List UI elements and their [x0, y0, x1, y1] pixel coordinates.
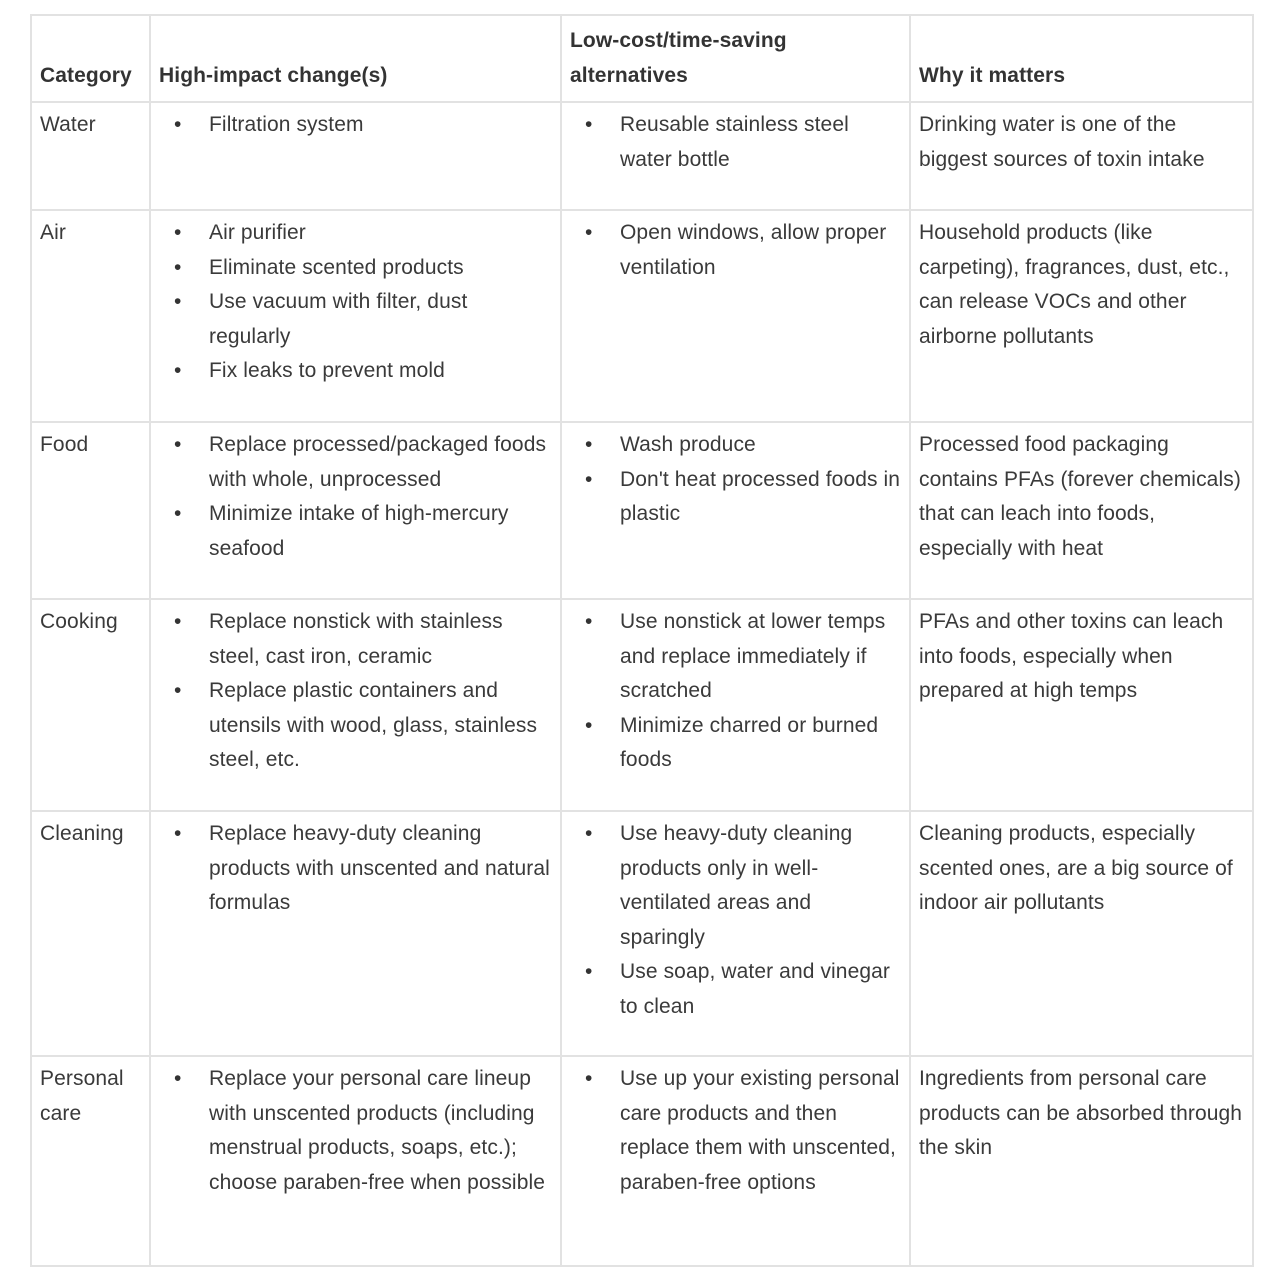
table-row: [31, 210, 1253, 422]
toxin-reduction-table: [30, 14, 1254, 1267]
list-item: • Replace nonstick with stainless steel, cast iron, ceramic: [209, 605, 552, 674]
list-item: • Replace plastic containers and utensils with wood, glass, stainless steel, etc.: [209, 674, 552, 778]
why-cell: Household products (like carpeting), fragrances, dust, etc., can release VOCs and other airborne pollutants: [910, 210, 1253, 422]
header-row: [31, 15, 1253, 102]
list-item: • Fix leaks to prevent mold: [209, 354, 552, 389]
category-cell: Water: [31, 102, 150, 210]
why-cell: Processed food packaging contains PFAs (forever chemicals) that can leach into foods, especially with heat: [910, 422, 1253, 599]
why-cell: Cleaning products, especially scented ones, are a big source of indoor air pollutants: [910, 811, 1253, 1056]
category-cell: Personal care: [31, 1056, 150, 1266]
header-category: Category: [31, 15, 150, 102]
low-cost-cell: [561, 210, 910, 422]
list-item: • Replace processed/packaged foods with whole, unprocessed: [209, 428, 552, 497]
list-item: • Use soap, water and vinegar to clean: [620, 955, 901, 1024]
why-cell: PFAs and other toxins can leach into foods, especially when prepared at high temps: [910, 599, 1253, 811]
low-cost-cell: [561, 422, 910, 599]
why-cell: Ingredients from personal care products can be absorbed through the skin: [910, 1056, 1253, 1266]
low-cost-cell: [561, 1056, 910, 1266]
list-item: • Air purifier: [209, 216, 552, 251]
list-item: • Don't heat processed foods in plastic: [620, 463, 901, 532]
table-row: [31, 599, 1253, 811]
list-item: • Wash produce: [620, 428, 901, 463]
list-item: • Reusable stainless steel water bottle: [620, 108, 901, 177]
high-impact-cell: [150, 102, 561, 210]
list-item: • Filtration system: [209, 108, 552, 143]
table-row: [31, 1056, 1253, 1266]
list-item: • Minimize charred or burned foods: [620, 709, 901, 778]
list-item: • Replace heavy-duty cleaning products with unscented and natural formulas: [209, 817, 552, 921]
why-cell: Drinking water is one of the biggest sources of toxin intake: [910, 102, 1253, 210]
list-item: • Replace your personal care lineup with unscented products (including menstrual products, soaps, etc.); choose paraben-free when possible: [209, 1062, 552, 1200]
low-cost-cell: [561, 599, 910, 811]
high-impact-cell: [150, 422, 561, 599]
header-high-impact: High-impact change(s): [150, 15, 561, 102]
list-item: • Minimize intake of high-mercury seafood: [209, 497, 552, 566]
table-row: [31, 811, 1253, 1056]
list-item: • Use heavy-duty cleaning products only in well-ventilated areas and sparingly: [620, 817, 901, 955]
list-item: • Use up your existing personal care products and then replace them with unscented, paraben-free options: [620, 1062, 901, 1200]
category-cell: Cleaning: [31, 811, 150, 1056]
table-row: [31, 102, 1253, 210]
high-impact-cell: [150, 210, 561, 422]
list-item: • Use vacuum with filter, dust regularly: [209, 285, 552, 354]
header-low-cost: Low-cost/time-saving alternatives: [561, 15, 910, 102]
category-cell: Air: [31, 210, 150, 422]
table-row: [31, 422, 1253, 599]
low-cost-cell: [561, 102, 910, 210]
category-cell: Cooking: [31, 599, 150, 811]
list-item: • Open windows, allow proper ventilation: [620, 216, 901, 285]
list-item: • Use nonstick at lower temps and replace immediately if scratched: [620, 605, 901, 709]
category-cell: Food: [31, 422, 150, 599]
list-item: • Eliminate scented products: [209, 251, 552, 286]
low-cost-cell: [561, 811, 910, 1056]
high-impact-cell: [150, 811, 561, 1056]
high-impact-cell: [150, 1056, 561, 1266]
header-why: Why it matters: [910, 15, 1253, 102]
high-impact-cell: [150, 599, 561, 811]
